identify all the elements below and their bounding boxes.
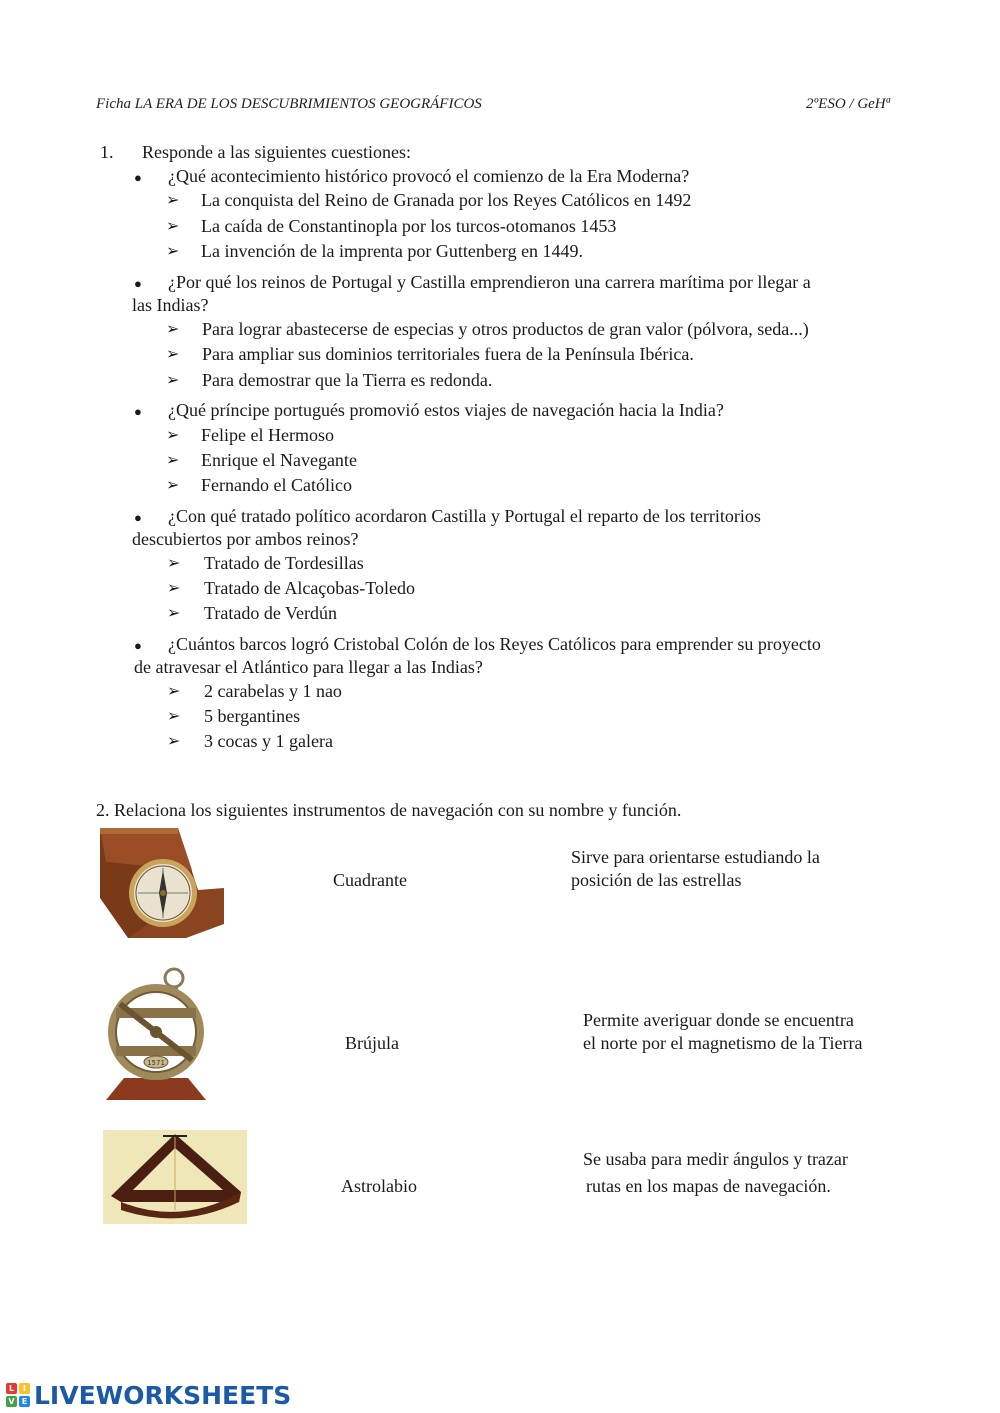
arrow-icon: ➢ (166, 372, 180, 389)
arrow-icon: ➢ (167, 708, 181, 725)
compass-illustration (100, 828, 224, 938)
question-3: ¿Qué príncipe portugués promovió estos viajes de navegación hacia la India? (168, 400, 724, 420)
q2-option-3[interactable]: Para demostrar que la Tierra es redonda. (202, 370, 493, 390)
q4-option-1[interactable]: Tratado de Tordesillas (204, 553, 364, 573)
logo-letter-l: L (6, 1383, 17, 1394)
section-2-title: 2. Relaciona los siguientes instrumentos de navegación con su nombre y función. (96, 800, 682, 820)
q2-option-1[interactable]: Para lograr abastecerse de especias y otros productos de gran valor (pólvora, seda...) (202, 319, 809, 339)
logo-letter-i: I (19, 1383, 30, 1394)
q5-option-3[interactable]: 3 cocas y 1 galera (204, 731, 333, 751)
instrument-name-2[interactable]: Brújula (345, 1033, 399, 1053)
q4-option-2[interactable]: Tratado de Alcaçobas-Toledo (204, 578, 416, 598)
section-title: Responde a las siguientes cuestiones: (142, 142, 411, 162)
quadrant-image[interactable] (103, 1130, 247, 1224)
liveworksheets-logo[interactable] (6, 1380, 291, 1410)
section-number: 1. (100, 142, 114, 162)
worksheet-title: Ficha LA ERA DE LOS DESCUBRIMIENTOS GEOGRÁFICOS (96, 96, 482, 112)
arrow-icon: ➢ (167, 733, 181, 750)
bullet-icon: ● (134, 276, 142, 291)
arrow-icon: ➢ (167, 580, 181, 597)
arrow-icon: ➢ (166, 346, 180, 363)
q5-option-2[interactable]: 5 bergantines (204, 706, 301, 726)
instrument-name-1[interactable]: Cuadrante (333, 870, 407, 890)
question-4-line-2: descubiertos por ambos reinos? (132, 529, 359, 549)
course-label: 2ºESO / GeHª (806, 96, 890, 112)
arrow-icon: ➢ (166, 477, 180, 494)
q5-option-1[interactable]: 2 carabelas y 1 nao (204, 681, 342, 701)
quadrant-illustration (103, 1130, 247, 1224)
q1-option-2[interactable]: La caída de Constantinopla por los turcos-otomanos 1453 (201, 216, 617, 236)
bullet-icon: ● (134, 404, 142, 419)
function-1-line-1[interactable]: Sirve para orientarse estudiando la (571, 847, 820, 867)
astrolabe-year-label: 1571 (147, 1059, 165, 1067)
question-2-line-2: las Indias? (132, 295, 209, 315)
q3-option-1[interactable]: Felipe el Hermoso (201, 425, 334, 445)
logo-letter-v: V (6, 1396, 17, 1407)
question-5-line-1: ¿Cuántos barcos logró Cristobal Colón de los Reyes Católicos para emprender su proyecto (168, 634, 821, 654)
q2-option-2[interactable]: Para ampliar sus dominios territoriales fuera de la Península Ibérica. (202, 344, 694, 364)
arrow-icon: ➢ (166, 192, 180, 209)
logo-letter-e: E (19, 1396, 30, 1407)
function-2-line-2[interactable]: el norte por el magnetismo de la Tierra (583, 1033, 863, 1053)
function-2-line-1[interactable]: Permite averiguar donde se encuentra (583, 1010, 854, 1030)
q1-option-3[interactable]: La invención de la imprenta por Guttenberg en 1449. (201, 241, 584, 261)
compass-image[interactable] (100, 828, 224, 938)
question-5-line-2: de atravesar el Atlántico para llegar a las Indias? (134, 657, 483, 677)
instrument-name-3[interactable]: Astrolabio (341, 1176, 417, 1196)
arrow-icon: ➢ (167, 605, 181, 622)
arrow-icon: ➢ (166, 218, 180, 235)
question-2-line-1: ¿Por qué los reinos de Portugal y Castilla emprendieron una carrera marítima por llegar a (168, 272, 811, 292)
q4-option-3[interactable]: Tratado de Verdún (204, 603, 337, 623)
question-4-line-1: ¿Con qué tratado político acordaron Castilla y Portugal el reparto de los territorios (168, 506, 761, 526)
astrolabe-image[interactable] (100, 964, 212, 1104)
question-1: ¿Qué acontecimiento histórico provocó el comienzo de la Era Moderna? (168, 166, 690, 186)
arrow-icon: ➢ (166, 452, 180, 469)
arrow-icon: ➢ (166, 427, 180, 444)
arrow-icon: ➢ (167, 555, 181, 572)
arrow-icon: ➢ (167, 683, 181, 700)
logo-squares-icon (6, 1383, 30, 1407)
q3-option-3[interactable]: Fernando el Católico (201, 475, 352, 495)
function-1-line-2[interactable]: posición de las estrellas (571, 870, 742, 890)
bullet-icon: ● (134, 170, 142, 185)
logo-text: LIVEWORKSHEETS (34, 1380, 292, 1410)
arrow-icon: ➢ (166, 243, 180, 260)
q1-option-1[interactable]: La conquista del Reino de Granada por los Reyes Católicos en 1492 (201, 190, 692, 210)
bullet-icon: ● (134, 510, 142, 525)
bullet-icon: ● (134, 638, 142, 653)
function-3-line-2[interactable]: rutas en los mapas de navegación. (586, 1176, 831, 1196)
astrolabe-illustration (100, 964, 212, 1104)
q3-option-2[interactable]: Enrique el Navegante (201, 450, 357, 470)
arrow-icon: ➢ (166, 321, 180, 338)
function-3-line-1[interactable]: Se usaba para medir ángulos y trazar (583, 1149, 848, 1169)
